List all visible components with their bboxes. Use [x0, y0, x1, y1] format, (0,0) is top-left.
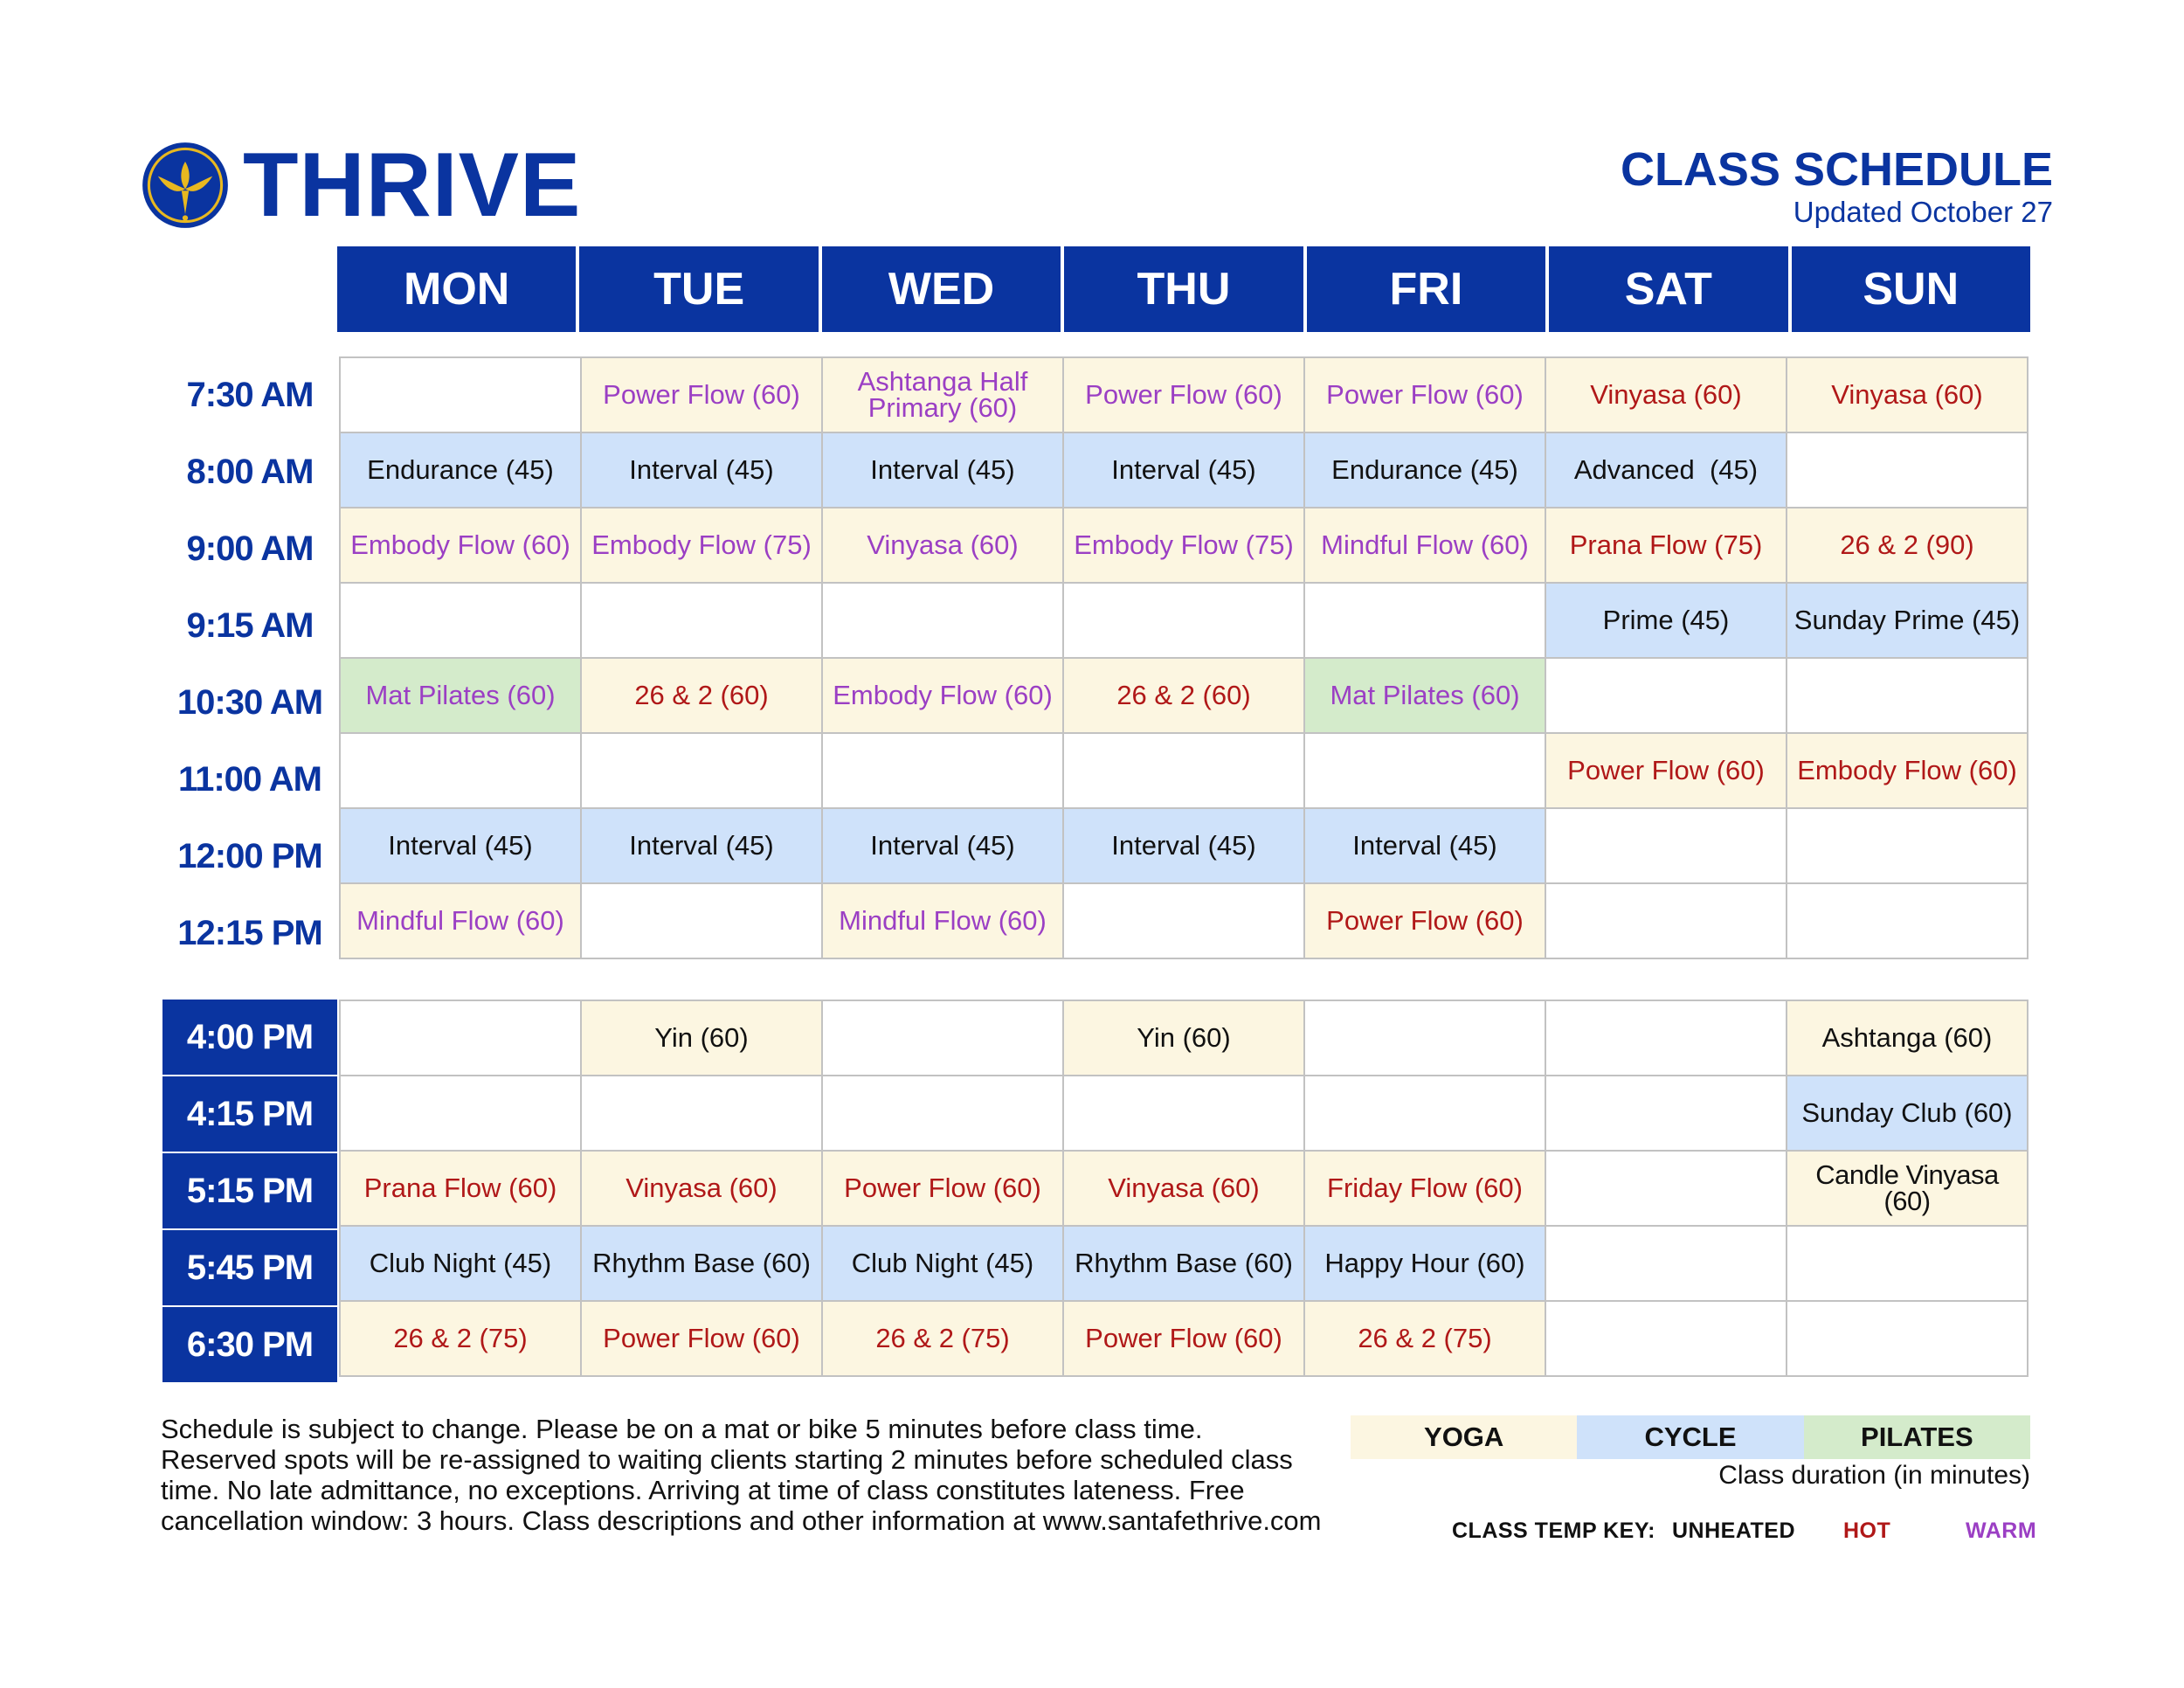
day-header-wed: WED [822, 246, 1064, 332]
day-header-thu: THU [1064, 246, 1306, 332]
time-label: 12:00 PM [177, 836, 322, 875]
class-cell: Prana Flow (60) [340, 1151, 581, 1226]
class-cell [1545, 1301, 1787, 1376]
table-row [340, 733, 2028, 808]
class-cell [1304, 1000, 1545, 1076]
time-label: 9:00 AM [186, 529, 314, 568]
class-cell: Interval (45) [581, 808, 822, 883]
class-cell [340, 1000, 581, 1076]
class-cell [822, 1076, 1063, 1151]
class-cell [1787, 883, 2028, 958]
class-cell: 26 & 2 (75) [1304, 1301, 1545, 1376]
class-cell: Candle Vinyasa (60) [1787, 1151, 2028, 1226]
updated-date: Updated October 27 [1793, 196, 2053, 228]
class-cell: Prime (45) [1545, 583, 1787, 658]
class-cell: Embody Flow (60) [340, 508, 581, 583]
table-row [340, 1000, 2028, 1076]
table-row [340, 658, 2028, 733]
class-cell [822, 733, 1063, 808]
class-cell: Power Flow (60) [1063, 357, 1304, 432]
class-cell: Power Flow (60) [1304, 357, 1545, 432]
class-cell [581, 883, 822, 958]
temp-key-label: CLASS TEMP KEY: [1452, 1519, 1655, 1543]
time-label: 4:00 PM [162, 1000, 337, 1076]
class-cell: Embody Flow (75) [1063, 508, 1304, 583]
class-cell: Interval (45) [1304, 808, 1545, 883]
class-cell [1787, 808, 2028, 883]
day-header-sun: SUN [1792, 246, 2030, 332]
class-cell: 26 & 2 (75) [822, 1301, 1063, 1376]
temp-key-warm: WARM [1966, 1519, 2037, 1543]
class-cell [340, 733, 581, 808]
day-header-row [337, 246, 2030, 332]
table-row [340, 583, 2028, 658]
class-type-legend [1351, 1415, 2030, 1459]
class-cell: Club Night (45) [340, 1226, 581, 1301]
morning-schedule-grid [339, 356, 2028, 959]
table-row [340, 883, 2028, 958]
table-row [340, 432, 2028, 508]
class-cell: Vinyasa (60) [822, 508, 1063, 583]
class-cell [1545, 1151, 1787, 1226]
class-cell: Embody Flow (60) [1787, 733, 2028, 808]
class-cell [1063, 583, 1304, 658]
table-row [340, 1151, 2028, 1226]
day-header-sat: SAT [1549, 246, 1791, 332]
class-cell [822, 583, 1063, 658]
class-cell: Vinyasa (60) [581, 1151, 822, 1226]
table-row [340, 1301, 2028, 1376]
class-cell: Vinyasa (60) [1545, 357, 1787, 432]
class-cell: Power Flow (60) [581, 1301, 822, 1376]
class-cell: Interval (45) [822, 432, 1063, 508]
legend-cycle: CYCLE [1577, 1415, 1803, 1459]
time-label: 4:15 PM [162, 1076, 337, 1153]
class-cell: Mindful Flow (60) [1304, 508, 1545, 583]
page-title: CLASS SCHEDULE [1620, 143, 2053, 196]
class-cell [1545, 1226, 1787, 1301]
class-cell: Interval (45) [822, 808, 1063, 883]
time-label: 8:00 AM [186, 452, 314, 491]
time-label: 11:00 AM [178, 759, 321, 799]
class-cell [1787, 1226, 2028, 1301]
class-cell: Endurance (45) [340, 432, 581, 508]
class-cell: Club Night (45) [822, 1226, 1063, 1301]
time-label: 9:15 AM [186, 605, 314, 645]
class-cell: Ashtanga (60) [1787, 1000, 2028, 1076]
class-cell: Vinyasa (60) [1063, 1151, 1304, 1226]
table-row [340, 1226, 2028, 1301]
class-cell [581, 583, 822, 658]
class-cell: Advanced (45) [1545, 432, 1787, 508]
class-cell: Interval (45) [1063, 808, 1304, 883]
class-cell: Power Flow (60) [1545, 733, 1787, 808]
class-cell: Power Flow (60) [1063, 1301, 1304, 1376]
class-cell [1787, 1301, 2028, 1376]
class-cell: Embody Flow (75) [581, 508, 822, 583]
time-label: 12:15 PM [177, 913, 322, 952]
class-cell [1545, 1076, 1787, 1151]
class-cell: Interval (45) [340, 808, 581, 883]
class-cell: Yin (60) [581, 1000, 822, 1076]
thrive-sun-emblem-icon [140, 140, 231, 231]
class-cell: 26 & 2 (60) [581, 658, 822, 733]
time-label: 6:30 PM [162, 1307, 337, 1384]
class-cell: Power Flow (60) [581, 357, 822, 432]
legend-yoga: YOGA [1351, 1415, 1577, 1459]
class-cell: Embody Flow (60) [822, 658, 1063, 733]
class-cell: Happy Hour (60) [1304, 1226, 1545, 1301]
class-cell [1787, 658, 2028, 733]
class-cell: Power Flow (60) [1304, 883, 1545, 958]
time-label: 5:15 PM [162, 1153, 337, 1230]
brand-name: THRIVE [243, 135, 582, 236]
class-cell [1063, 883, 1304, 958]
evening-schedule-grid [339, 1000, 2028, 1377]
class-cell: Vinyasa (60) [1787, 357, 2028, 432]
class-cell [1063, 1076, 1304, 1151]
class-cell [1787, 432, 2028, 508]
table-row [340, 508, 2028, 583]
class-cell [1304, 733, 1545, 808]
class-cell: 26 & 2 (90) [1787, 508, 2028, 583]
class-cell: Friday Flow (60) [1304, 1151, 1545, 1226]
class-cell: Rhythm Base (60) [581, 1226, 822, 1301]
class-cell: Interval (45) [1063, 432, 1304, 508]
class-cell: 26 & 2 (60) [1063, 658, 1304, 733]
time-label: 7:30 AM [186, 375, 314, 414]
class-cell [340, 357, 581, 432]
class-cell [340, 583, 581, 658]
temp-key-hot: HOT [1843, 1519, 1891, 1543]
class-cell: Mat Pilates (60) [1304, 658, 1545, 733]
time-label: 10:30 AM [176, 682, 323, 722]
time-label: 5:45 PM [162, 1230, 337, 1307]
table-row [340, 357, 2028, 432]
table-row [340, 808, 2028, 883]
class-cell: Ashtanga Half Primary (60) [822, 357, 1063, 432]
class-cell [340, 1076, 581, 1151]
class-cell [1304, 583, 1545, 658]
class-cell [581, 1076, 822, 1151]
temp-key-unheated: UNHEATED [1672, 1519, 1796, 1543]
day-header-fri: FRI [1307, 246, 1549, 332]
class-cell: Sunday Club (60) [1787, 1076, 2028, 1151]
class-cell [1545, 808, 1787, 883]
duration-note: Class duration (in minutes) [1718, 1461, 2030, 1490]
day-header-mon: MON [337, 246, 579, 332]
class-cell: Mat Pilates (60) [340, 658, 581, 733]
class-cell: Prana Flow (75) [1545, 508, 1787, 583]
schedule-disclaimer: Schedule is subject to change. Please be on a mat or bike 5 minutes before class time. Reserved spots will be re-assigned to waiting clients starting 2 minutes before scheduled class time. No late admittance, no exceptions. Arriving at time of class constitutes lateness. Free cancellation window: 3 hours. Class descriptions and other information at www.santafethrive.com [161, 1414, 1322, 1536]
class-cell: Yin (60) [1063, 1000, 1304, 1076]
table-row [340, 1076, 2028, 1151]
class-cell [581, 733, 822, 808]
brand-logo [140, 135, 582, 236]
class-cell: Rhythm Base (60) [1063, 1226, 1304, 1301]
class-cell [1545, 1000, 1787, 1076]
class-cell: Sunday Prime (45) [1787, 583, 2028, 658]
class-cell [1545, 658, 1787, 733]
class-cell [822, 1000, 1063, 1076]
class-cell: Endurance (45) [1304, 432, 1545, 508]
class-cell: 26 & 2 (75) [340, 1301, 581, 1376]
class-cell: Interval (45) [581, 432, 822, 508]
class-cell: Power Flow (60) [822, 1151, 1063, 1226]
class-cell [1304, 1076, 1545, 1151]
legend-pilates: PILATES [1804, 1415, 2030, 1459]
class-cell [1545, 883, 1787, 958]
class-cell [1063, 733, 1304, 808]
day-header-tue: TUE [579, 246, 821, 332]
class-cell: Mindful Flow (60) [822, 883, 1063, 958]
class-cell: Mindful Flow (60) [340, 883, 581, 958]
